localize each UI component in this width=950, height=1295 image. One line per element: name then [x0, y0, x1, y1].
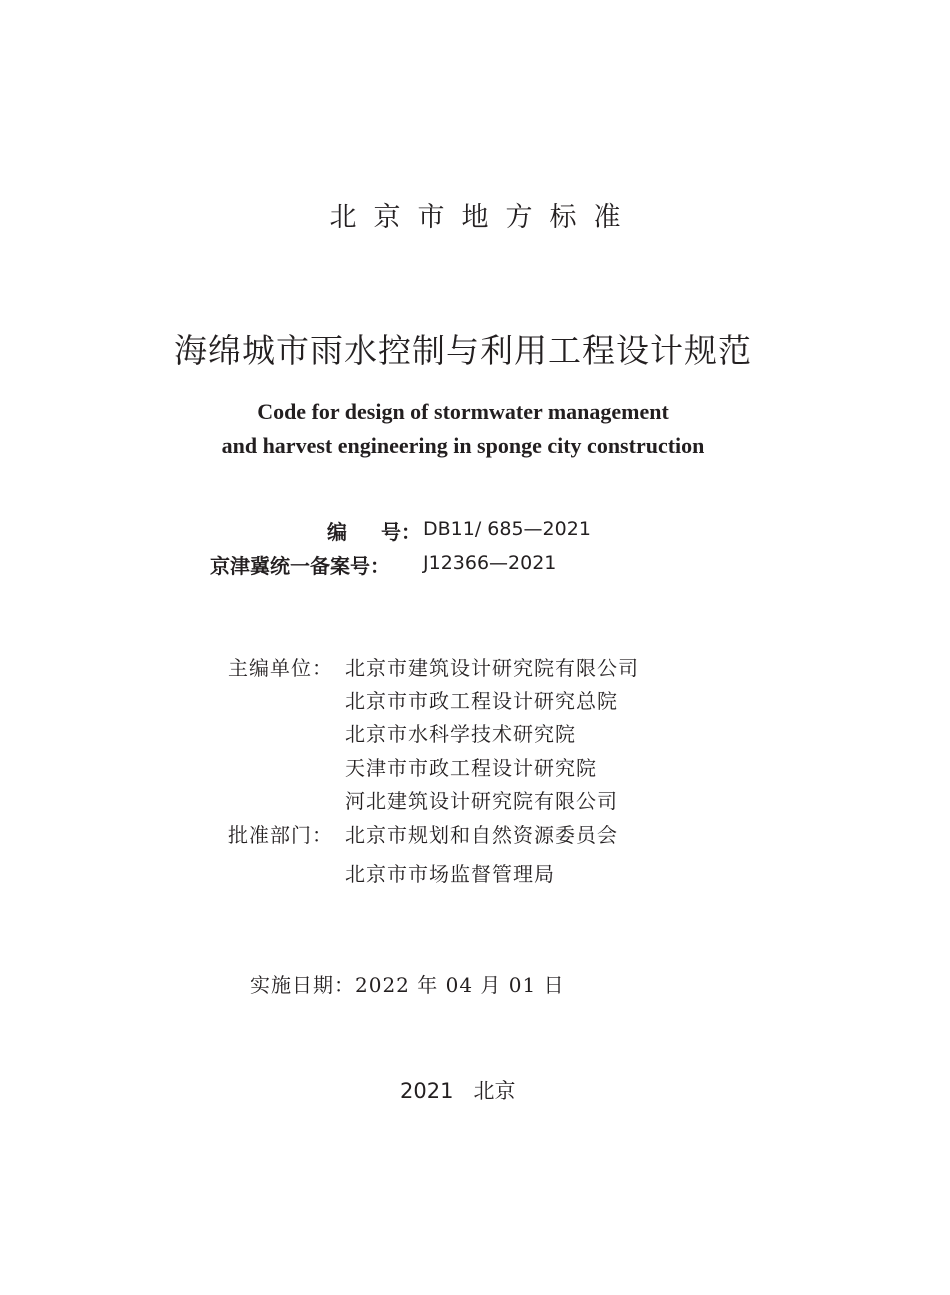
chief-editor-label: 主编单位：	[228, 656, 333, 680]
standard-number: DB11/ 685—2021	[423, 518, 591, 540]
record-number-label: 京津冀统一备案号：	[210, 554, 390, 578]
standard-number-label-part2: 号：	[381, 520, 421, 544]
document-title-chinese: 海绵城市雨水控制与利用工程设计规范	[174, 331, 752, 370]
publication-year: 2021	[400, 1079, 454, 1103]
document-title-english-line1: Code for design of stormwater management	[257, 399, 669, 424]
publication-city: 北京	[473, 1079, 516, 1103]
document-title-english-line2: and harvest engineering in sponge city construction	[221, 433, 705, 458]
chief-editor-org: 北京市水科学技术研究院	[345, 722, 576, 746]
approval-department: 北京市规划和自然资源委员会	[345, 823, 618, 847]
chief-editor-org: 北京市市政工程设计研究总院	[345, 689, 618, 713]
chief-editor-org: 河北建筑设计研究院有限公司	[345, 789, 618, 813]
standard-number-label-part1: 编	[327, 520, 347, 544]
publication-footer	[400, 1075, 515, 1105]
standard-category: 北京市地方标准	[329, 202, 638, 233]
record-number: J12366—2021	[423, 552, 557, 574]
approval-department: 北京市市场监督管理局	[345, 862, 555, 886]
chief-editor-org: 北京市建筑设计研究院有限公司	[345, 656, 639, 680]
approval-department-label: 批准部门：	[228, 823, 333, 847]
standard-number-label	[327, 516, 421, 545]
chief-editor-org: 天津市市政工程设计研究院	[345, 756, 597, 780]
implementation-date: 实施日期：2022 年 04 月 01 日	[250, 973, 565, 997]
